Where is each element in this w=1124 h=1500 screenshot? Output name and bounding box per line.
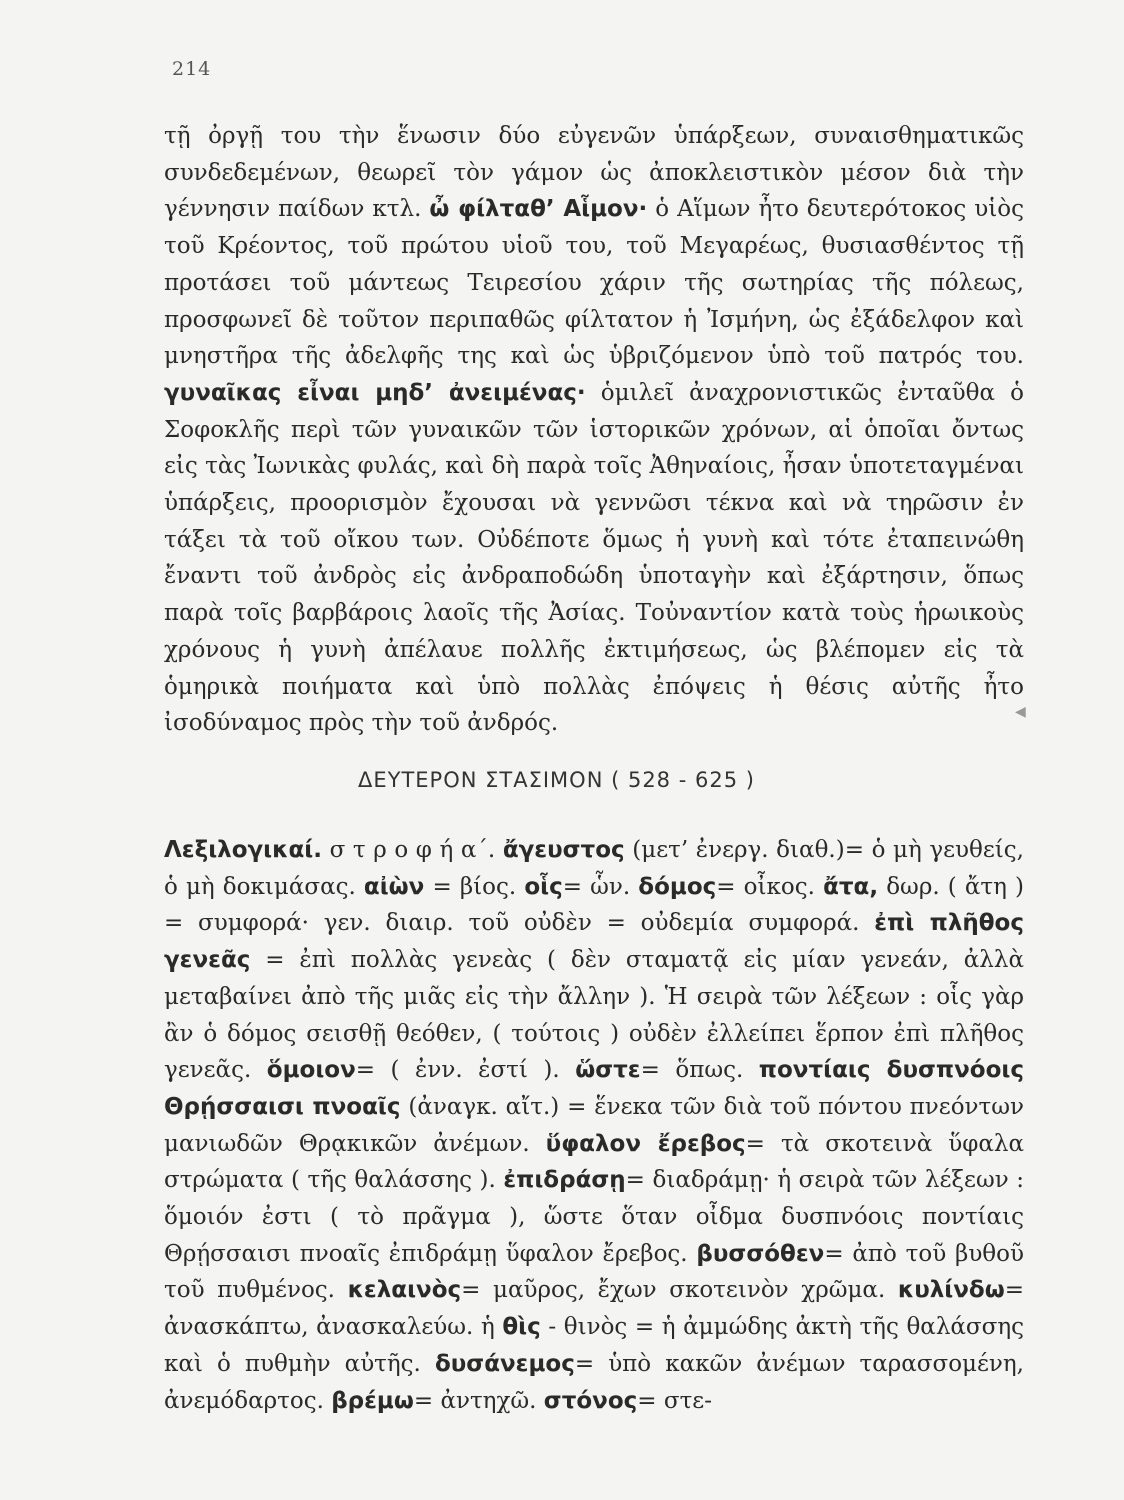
lemma: ἐπιδράσῃ xyxy=(503,1167,626,1194)
lemma: δυσάνεμος xyxy=(434,1350,575,1377)
text-segment: = διαδράμῃ· ἡ σειρὰ τῶν λέξεων : ὅμοιόν ἐστι ( τὸ πρᾶγμα ), ὥστε ὅταν οἶδμα δυσπνόοις ποντίαις Θρῄσσαισι πνοαῖς ἐπιδράμῃ ὕφαλον ἔρεβος. xyxy=(164,1167,1025,1267)
lemma: γυναῖκας εἶναι μηδ’ ἀνειμένας· xyxy=(164,379,586,406)
text-segment: ὁμιλεῖ ἀναχρονιστικῶς ἐνταῦθα ὁ Σοφοκλῆς περὶ τῶν γυναικῶν τῶν ἱστορικῶν χρόνων, αἱ ὁποῖαι ὄντως εἰς τὰς Ἰωνικὰς φυλάς, καὶ δὴ παρὰ τοῖς Ἀθηναίοις, ἦσαν ὑποτεταγμέναι ὑπάρξεις, προορισμὸν ἔχουσαι νὰ γεννῶσι τέκνα καὶ νὰ τηρῶσιν ἐν τάξει τὰ τοῦ οἴκου των. Οὐδέποτε ὅμως ἡ γυνὴ καὶ τότε ἐταπεινώθη ἔναντι τοῦ ἀνδρὸς εἰς ἀνδραποδώδη ὑποταγὴν καὶ ἐξάρτησιν, ὅπως παρὰ τοῖς βαρβάροις λαοῖς τῆς Ἀσίας. Τοὐναντίον κατὰ τοὺς ἡρωικοὺς χρόνους ἡ γυνὴ ἀπέλαυε πολλῆς ἐκτιμήσεως, ὡς βλέπομεν εἰς τὰ ὁμηρικὰ ποιήματα καὶ ὑπὸ πολλὰς ἐπόψεις ἡ θέσις αὐτῆς ἦτο ἰσοδύναμος πρὸς τὴν τοῦ ἀνδρός. xyxy=(164,379,1024,737)
text-segment: = ἀνασκάπτω, ἀνασκαλεύω. ἡ xyxy=(164,1277,1024,1341)
lemma: ἄτα, xyxy=(823,873,879,900)
text-segment: (μετ’ ἐνεργ. διαθ.)= ὁ μὴ γευθείς, ὁ μὴ δοκιμάσας. xyxy=(164,837,1024,900)
lemma: ποντίαις δυσπνόοις Θρῄσσαισι πνοαῖς xyxy=(164,1057,1024,1120)
text-segment: σ τ ρ ο φ ή α΄. xyxy=(321,837,503,863)
text-segment: τῇ ὀργῇ του τὴν ἕνωσιν δύο εὐγενῶν ὑπάρξεων, συναισθηματικῶς συνδεδεμένων, θεωρεῖ τὸν γάμον ὡς ἀποκλειστικὸν μέσον διὰ τὴν γέννησιν παίδων κτλ. xyxy=(164,123,1024,223)
lemma: οἷς xyxy=(524,873,563,900)
lemma: βρέμω xyxy=(331,1387,414,1414)
margin-mark: ◀ xyxy=(1015,704,1026,720)
lemma: κυλίνδω xyxy=(897,1277,1005,1304)
lemma: ἄγευστος xyxy=(502,837,625,863)
vocabulary-paragraph xyxy=(164,832,1024,1419)
text-segment: = στε- xyxy=(637,1387,712,1414)
text-segment: = ἀντηχῶ. xyxy=(413,1387,544,1414)
lemma: ὅμοιον xyxy=(266,1057,356,1084)
text-segment: = ὅπως. xyxy=(640,1057,759,1084)
lemma: ἐπὶ πλῆθος γενεᾶς xyxy=(164,910,1024,974)
lemma: ὕφαλον ἔρεβος xyxy=(545,1130,746,1157)
lemma: ὦ φίλταθ’ Αἷμον· xyxy=(429,196,648,223)
lemma: δόμος xyxy=(638,873,717,900)
lemma: θὶς xyxy=(502,1314,541,1341)
text-segment: = ὧν. xyxy=(562,873,639,900)
text-segment: = βίος. xyxy=(424,873,525,900)
commentary-paragraph-1 xyxy=(164,118,1024,742)
text-segment: (ἀναγκ. αἴτ.) = ἕνεκα τῶν διὰ τοῦ πόντου πνεόντων μανιωδῶν Θρᾳκικῶν ἀνέμων. xyxy=(164,1093,1024,1157)
lemma: στόνος xyxy=(543,1387,638,1414)
text-segment: = τὰ σκοτεινὰ ὕφαλα στρώματα ( τῆς θαλάσσης ). xyxy=(164,1130,1025,1194)
text-segment: δωρ. ( ἄτη ) = συμφορά· γεν. διαιρ. τοῦ οὐδὲν = οὐδεμία συμφορά. xyxy=(164,873,1024,937)
text-segment: ὁ Αἵμων ἦτο δευτερότοκος υἱὸς τοῦ Κρέοντος, τοῦ πρώτου υἱοῦ του, τοῦ Μεγαρέως, θυσιασθέντος τῇ προτάσει τοῦ μάντεως Τειρεσίου χάριν τῆς σωτηρίας τῆς πόλεως, προσφωνεῖ δὲ τοῦτον περιπαθῶς φίλτατον ἡ Ἰσμήνη, ὡς ἐξάδελφον καὶ μνηστῆρα τῆς ἀδελφῆς της καὶ ὡς ὑβριζόμενον ὑπὸ τοῦ πατρός του. xyxy=(164,196,1024,370)
section-heading: ΔΕΥΤΕΡΟΝ ΣΤΑΣΙΜΟΝ ( 528 - 625 ) xyxy=(358,768,755,792)
text-segment: = ( ἐνν. ἐστί ). xyxy=(355,1057,576,1084)
lemma: ὥστε xyxy=(575,1057,641,1084)
lemma: αἰὼν xyxy=(363,873,425,900)
lemma: Λεξιλογικαί. xyxy=(164,837,322,863)
lemma: κελαινὸς xyxy=(347,1277,462,1304)
text-segment: - θινὸς = ἡ ἀμμώδης ἀκτὴ τῆς θαλάσσης καὶ ὁ πυθμὴν αὐτῆς. xyxy=(164,1314,1024,1377)
text-segment: = ὑπὸ κακῶν ἀνέμων ταρασσομένη, ἀνεμόδαρτος. xyxy=(164,1350,1024,1414)
lemma: βυσσόθεν xyxy=(696,1240,825,1267)
text-segment: = ἀπὸ τοῦ βυθοῦ τοῦ πυθμένος. xyxy=(164,1240,1024,1304)
text-segment: = μαῦρος, ἔχων σκοτεινὸν χρῶμα. xyxy=(461,1277,898,1304)
text-segment: = οἶκος. xyxy=(716,873,824,900)
text-segment: = ἐπὶ πολλὰς γενεὰς ( δὲν σταματᾷ εἰς μίαν γενεάν, ἀλλὰ μεταβαίνει ἀπὸ τῆς μιᾶς εἰς τὴν ἄλλην ). Ἡ σειρὰ τῶν λέξεων : οἷς γὰρ ἂν ὁ δόμος σεισθῇ θεόθεν, ( τούτοις ) οὐδὲν ἐλλείπει ἕρπον ἐπὶ πλῆθος γενεᾶς. xyxy=(164,947,1024,1084)
page-number: 214 xyxy=(172,58,212,80)
